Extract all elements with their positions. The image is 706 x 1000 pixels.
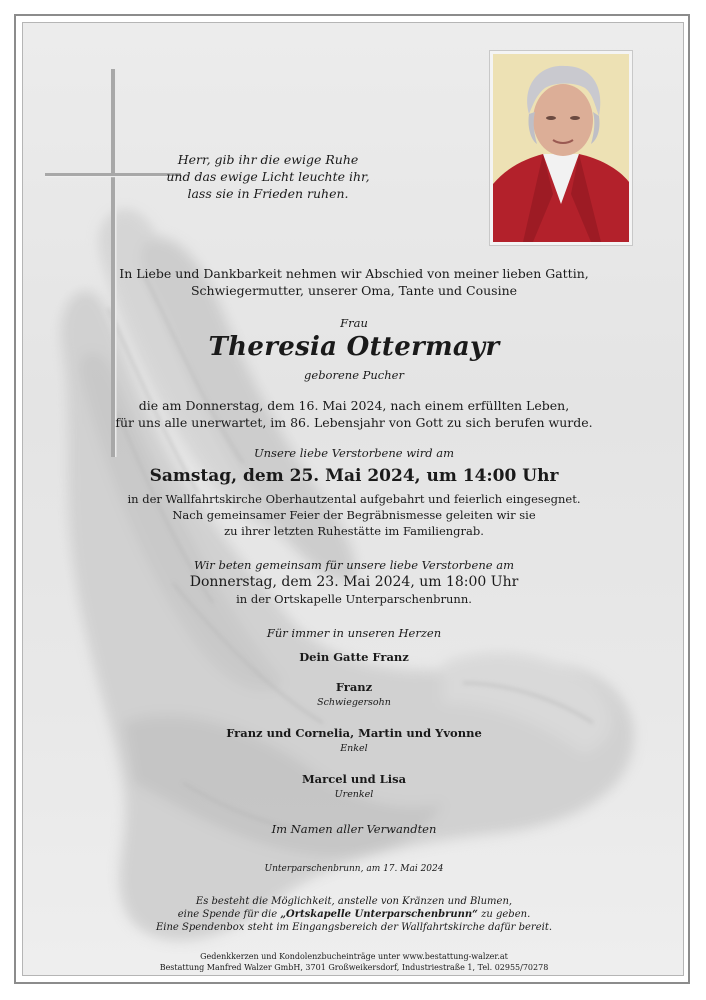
mourner-relation: Schwiegersohn [317,697,391,708]
relatives-line: Im Namen aller Verwandten [271,822,437,836]
prayer-verse [22,151,599,202]
farewell-intro [23,265,684,299]
prayer-service [23,557,684,607]
obituary-card [22,22,684,976]
funeral-date: Samstag, dem 25. Mai 2024, um 14:00 Uhr [149,466,559,486]
footer-line: Bestattung Manfred Walzer GmbH, 3701 Großweikersdorf, Industriestraße 1, Tel. 02955/70278 [159,963,549,972]
salutation: Frau [340,316,368,330]
portrait-photo [490,51,632,245]
prayer-service-date: Donnerstag, dem 23. Mai 2024, um 18:00 Uhr [189,574,519,590]
footer [23,951,684,973]
donation-line: Eine Spendenbox steht im Eingangsbereich der Wallfahrtskirche dafür bereit. [155,922,553,933]
mourner-name: Marcel und Lisa [301,772,407,786]
prayer-line: lass sie in Frieden ruhen. [187,186,349,201]
intro-line: In Liebe und Dankbarkeit nehmen wir Abschied von meiner lieben Gattin, [119,266,589,281]
donation-line: Es besteht die Möglichkeit, anstelle von Kränzen und Blumen, [195,896,513,907]
prayer-service-line: Wir beten gemeinsam für unsere liebe Verstorbene am [194,558,514,572]
footer-line: Gedenkkerzen und Kondolenzbucheinträge unter www.bestattung-walzer.at [200,952,508,961]
donation-text: eine Spende für die [177,909,281,920]
funeral-intro: Unsere liebe Verstorbene wird am [253,446,455,460]
death-notice [23,397,684,431]
maiden-name: geborene Pucher [304,368,404,382]
donation-beneficiary: „Ortskapelle Unterparschenbrunn“ [280,909,478,920]
donation-line [23,908,684,921]
mourner-name: Franz [335,680,373,694]
funeral-details-line: in der Wallfahrtskirche Oberhautzental aufgebahrt und feierlich eingesegnet. [127,492,581,506]
donation-text: zu geben. [477,909,531,920]
prayer-line: und das ewige Licht leuchte ihr, [166,169,370,184]
mourner-relation: Enkel [340,743,368,754]
mourner-name: Franz und Cornelia, Martin und Yvonne [226,726,482,740]
intro-line: Schwiegermutter, unserer Oma, Tante und Cousine [190,283,518,298]
hearts-line: Für immer in unseren Herzen [266,626,442,640]
place-date: Unterparschenbrunn, am 17. Mai 2024 [264,864,444,874]
prayer-service-line: in der Ortskapelle Unterparschenbrunn. [236,592,472,606]
death-notice-line: für uns alle unerwartet, im 86. Lebensjahr von Gott zu sich berufen wurde. [115,415,593,430]
funeral-details-line: zu ihrer letzten Ruhestätte im Familiengrab. [224,524,484,538]
mourner-name: Dein Gatte Franz [299,650,409,664]
deceased-name: Theresia Ottermayr [208,332,500,362]
mourner-relation: Urenkel [334,789,374,800]
funeral-details-line: Nach gemeinsamer Feier der Begräbnismesse geleiten wir sie [172,508,536,522]
funeral-details [23,491,684,539]
prayer-line: Herr, gib ihr die ewige Ruhe [177,152,359,167]
donation-note [23,895,684,934]
death-notice-line: die am Donnerstag, dem 16. Mai 2024, nach einem erfüllten Leben, [138,398,570,413]
